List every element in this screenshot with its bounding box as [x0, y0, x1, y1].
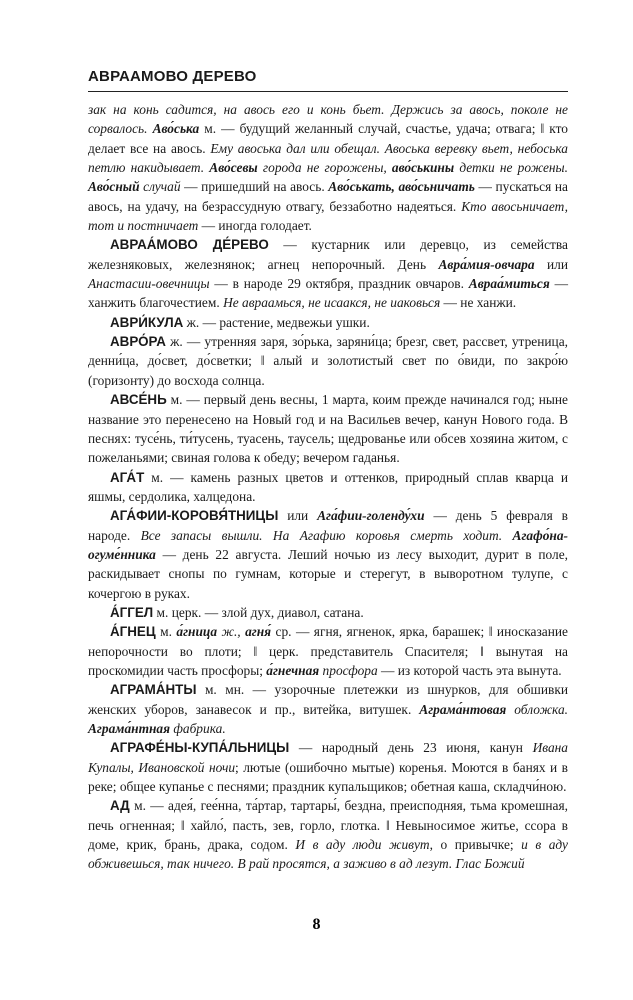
derived-word: агня́ — [245, 624, 272, 640]
derived-word: Аграма́нтовая — [419, 701, 507, 717]
derived-word: а́гница — [176, 624, 218, 640]
entry-agnec — [88, 622, 568, 680]
definition-text: ; лютые (ошибочно мытые) коренья. Моются в банях и в реке; общее купанье с песнями; праздник купальщиков; обетная каша, складчи́ною. — [88, 759, 568, 795]
definition-text: м. — [155, 624, 177, 640]
derived-word: Аво́ськать, аво́сьничать — [328, 179, 475, 195]
derived-word: Авра́мия-овчара — [438, 256, 535, 272]
definition-text: — кустарник или деревцо, из семейства железняковых, железнянок; агнец непорочный. День — [88, 237, 568, 272]
definition-text: м. — адея́, гее́нна, та́ртар, тартары́, бездна, преисподняя, тьма кромешная, печь огненная; ‖ хайло́, пасть, зев, горло, глотка. ‖ Невыносимое житье, ссора в доме, крик, брань, драка, содом. — [88, 798, 568, 853]
entry-avsen — [88, 390, 568, 467]
entry-agafii-korovyatnicy — [88, 506, 568, 603]
example-text: Ивана Купалы, Ивановской ночи — [88, 740, 568, 775]
derived-word: Агафо́на-огуме́нника — [88, 527, 568, 562]
entry-avrikula — [88, 313, 568, 332]
headword: АГА́ФИИ-КОРОВЯ́ТНИЦЫ — [110, 508, 279, 524]
derived-word: аво́ськины — [391, 160, 455, 176]
entry-avrora — [88, 332, 568, 390]
example-text: фабрика. — [170, 721, 226, 736]
derived-word: Авраа́миться — [468, 276, 550, 292]
definition-text: — день 5 февраля в народе. — [88, 508, 568, 543]
example-text: случай — [139, 179, 181, 195]
derived-word: Аво́севы — [209, 160, 258, 176]
entry-agrafeny-kupalnicy — [88, 738, 568, 796]
headword: А́ГГЕЛ — [110, 604, 154, 620]
headword: АВРИ́КУЛА — [110, 314, 184, 330]
headword: АГРАМА́НТЫ — [110, 682, 197, 698]
example-text: Все запасы вышли. На Агафию коровья смерть ходит. — [140, 527, 513, 543]
definition-text: м. — будущий желанный случай, счастье, удача; отвага; ‖ кто делает все на авось. — [88, 121, 568, 156]
example-text: Анастасии-овечницы — [88, 276, 210, 292]
example-text: И в аду люди живут — [295, 837, 430, 853]
page-number: 8 — [312, 916, 321, 933]
entry-avos-cont — [88, 100, 568, 235]
derived-word: Аграма́нтная — [88, 721, 171, 736]
headword: А́ГНЕЦ — [110, 624, 156, 640]
derived-word: Аво́сный — [88, 179, 140, 195]
example-text: просфора — [319, 662, 378, 678]
definition-text: или — [278, 508, 318, 524]
example-text: Ему авоська дал или обещал. Авоська веревку вьет, небоська петлю накидывает. — [88, 140, 568, 176]
example-text: города не горожены, — [257, 160, 392, 176]
running-head: АВРААМОВО ДЕРЕВО — [88, 68, 568, 92]
dictionary-page — [88, 68, 568, 874]
definition-text: — иногда голодает. — [198, 218, 312, 234]
entry-avraamovo-derevo — [88, 235, 568, 312]
headword: АГА́Т — [110, 469, 145, 485]
definition-text: , о привычке; — [429, 837, 522, 853]
headword: АВСЕ́НЬ — [110, 392, 167, 408]
example-text: детки не рожены. — [454, 160, 568, 176]
definition-text: — в народе 29 октября, праздник овчаров. — [209, 276, 469, 292]
entry-agramanty — [88, 680, 568, 738]
example-text: зак на конь садится, на авось его и конь бьет. Держись за авось, поколе не сорвалось. — [88, 102, 568, 137]
headword: АД — [110, 798, 130, 814]
definition-text: — не ханжи. — [440, 295, 517, 311]
definition-text: — пускаться на авось, на удачу, на безрассудную отвагу, беззаботно надеяться. — [88, 179, 568, 214]
example-text: обложка. — [506, 701, 569, 717]
definition-text: ср. — ягня, ягненок, ярка, барашек; ‖ иносказание непорочности во плоти; ‖ церк. представитель Спасителя; ‖ вынутая на проскомидии часть просфоры; — [88, 624, 568, 678]
definition-text: — из которой часть эта вынута. — [377, 662, 562, 678]
derived-word: Ага́фии-голенду́хи — [317, 508, 425, 524]
derived-word: а́гнечная — [266, 662, 320, 678]
definition-text: м. мн. — узорочные плетежки из шнурков, для обшивки женских уборов, занавесок и пр., витейка, витушек. — [88, 682, 568, 717]
entry-ad — [88, 796, 568, 873]
headword: АВРО́РА — [110, 334, 166, 350]
definition-text: ж. — растение, медвежьи ушки. — [183, 314, 370, 330]
entry-aggel — [88, 603, 568, 622]
example-text: ж., — [217, 624, 246, 640]
derived-word: Аво́ська — [152, 121, 200, 137]
definition-text: — ханжить благочестием. — [88, 276, 568, 311]
definition-text: — пришедший на авось. — [180, 179, 329, 195]
definition-text: или — [534, 256, 568, 272]
definition-text: м. — первый день весны, 1 марта, коим прежде начинался год; ныне название это перенесено на Новый год и на Васильев вечер, канун Нового года. В песнях: тусе́нь, ти́тусень, туасень, таусель; щедрованье или обсев хозяина житом, с пожеланьями; свиная голова к обеду; вечером гаданья. — [88, 392, 568, 466]
headword: АГРАФЕ́НЫ-КУПА́ЛЬНИЦЫ — [110, 740, 290, 756]
headword: АВРАА́МОВО ДЕ́РЕВО — [110, 237, 269, 253]
definition-text: ж. — утренняя заря, зо́рька, заряни́ца; брезг, свет, рассвет, утреница, денни́ца, до́свет, до́светки; ‖ алый и золотистый свет по о́види, по закро́ю (горизонту) до восхода солнца. — [88, 334, 568, 388]
definition-text: — день 22 августа. Леший ночью из лесу выходит, дурит в поле, раскидывает снопы по гумнам, которые и стерегут, в выворотном тулупе, с кочергою в руках. — [88, 546, 568, 601]
definition-text: — народный день 23 июня, канун — [289, 740, 533, 756]
entries-column — [88, 100, 568, 874]
example-text: и в аду обживешься, так ничего. В рай просятся, а заживо в ад лезут. Глас Божий — [88, 837, 568, 872]
example-text: Кто авосьничает, тот и постничает — [88, 198, 568, 234]
entry-agat — [88, 468, 568, 507]
definition-text: м. — камень разных цветов и оттенков, природный сплав кварца и яшмы, сердолика, халцедона. — [88, 469, 568, 504]
example-text: Не авраамься, не исаакся, не иаковься — [223, 295, 441, 311]
definition-text: м. церк. — злой дух, диавол, сатана. — [153, 604, 364, 620]
